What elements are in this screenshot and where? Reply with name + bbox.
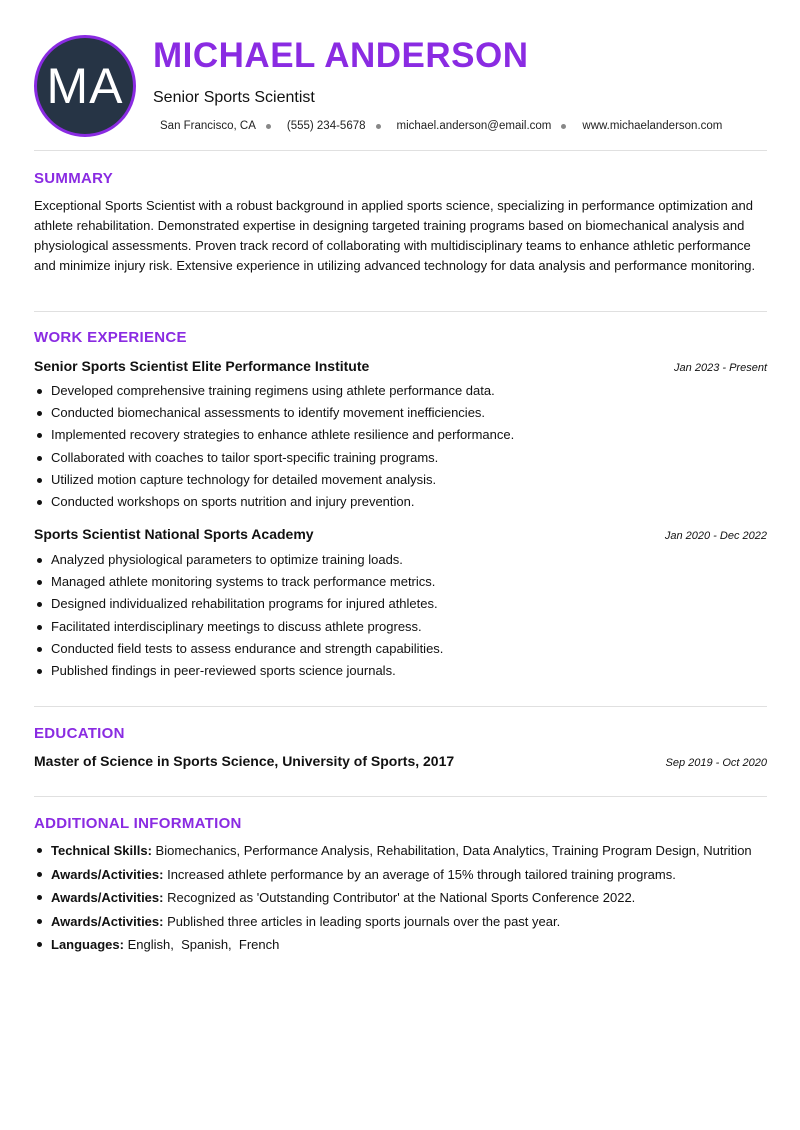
item-label: Technical Skills:	[51, 843, 152, 858]
divider	[34, 150, 767, 151]
separator-dot	[561, 124, 566, 129]
candidate-title: Senior Sports Scientist	[153, 89, 315, 106]
avatar-initials: MA	[46, 58, 124, 114]
item-value: Published three articles in leading sports journals over the past year.	[167, 913, 561, 929]
list-item: Facilitated interdisciplinary meetings to discuss athlete progress.	[34, 616, 443, 638]
list-item: Utilized motion capture technology for detailed movement analysis.	[34, 469, 514, 491]
list-item: Conducted workshops on sports nutrition and injury prevention.	[34, 491, 514, 513]
job-dates: Jan 2023 - Present	[674, 362, 767, 374]
item-value: Recognized as 'Outstanding Contributor' at the National Sports Conference 2022.	[167, 890, 636, 905]
candidate-name: MICHAEL ANDERSON	[153, 36, 529, 75]
avatar	[34, 35, 136, 137]
list-item	[34, 933, 752, 957]
list-item: Implemented recovery strategies to enhance athlete resilience and performance.	[34, 424, 514, 446]
job-bullets	[34, 549, 443, 682]
list-item	[34, 910, 752, 934]
contact-location: San Francisco, CA	[160, 120, 256, 132]
item-value: Increased athlete performance by an average of 15% through tailored training programs.	[167, 866, 676, 882]
job-bullets	[34, 380, 514, 513]
separator-dot	[266, 124, 271, 129]
divider	[34, 311, 767, 312]
additional-heading: ADDITIONAL INFORMATION	[34, 815, 242, 832]
list-item: Developed comprehensive training regimens using athlete performance data.	[34, 380, 514, 402]
job-dates: Jan 2020 - Dec 2022	[664, 530, 767, 542]
item-value: Biomechanics, Performance Analysis, Rehabilitation, Data Analytics, Training Program Design, Nutrition	[155, 843, 752, 858]
list-item: Designed individualized rehabilitation programs for injured athletes.	[34, 593, 443, 615]
list-item: Managed athlete monitoring systems to track performance metrics.	[34, 571, 443, 593]
contact-website[interactable]: www.michaelanderson.com	[582, 120, 723, 132]
list-item	[34, 863, 752, 887]
item-value: English, Spanish, French	[127, 937, 280, 952]
list-item: Collaborated with coaches to tailor sport-specific training programs.	[34, 447, 514, 469]
list-item: Analyzed physiological parameters to optimize training loads.	[34, 549, 443, 571]
list-item	[34, 839, 752, 863]
summary-heading: SUMMARY	[34, 170, 114, 187]
job-header	[34, 526, 767, 542]
list-item	[34, 886, 752, 910]
divider	[34, 796, 767, 797]
education-heading: EDUCATION	[34, 725, 125, 742]
additional-list	[34, 839, 752, 957]
item-label: Awards/Activities:	[51, 913, 164, 929]
list-item: Conducted biomechanical assessments to identify movement inefficiencies.	[34, 402, 514, 424]
contact-email[interactable]: michael.anderson@email.com	[396, 120, 552, 132]
item-label: Awards/Activities:	[51, 890, 164, 905]
list-item: Published findings in peer-reviewed sports science journals.	[34, 660, 443, 682]
list-item: Conducted field tests to assess endurance and strength capabilities.	[34, 638, 443, 660]
contact-bar	[160, 120, 722, 132]
separator-dot	[376, 124, 381, 129]
experience-heading: WORK EXPERIENCE	[34, 329, 187, 346]
summary-text: Exceptional Sports Scientist with a robust background in applied sports science, specializing in performance optimization and athlete rehabilitation. Demonstrated expertise in designing targeted training programs based on biomechanical analysis and physiological assessments. Proven track record of collaborating with multidisciplinary teams to enhance athletic performance and minimize injury risk. Extensive experience in utilizing advanced technology for data analysis and performance monitoring.	[34, 198, 756, 273]
degree: Master of Science in Sports Science, University of Sports, 2017	[34, 753, 455, 769]
job-header	[34, 358, 767, 374]
job-role: Senior Sports Scientist Elite Performance Institute	[34, 358, 370, 374]
divider	[34, 706, 767, 707]
education-dates: Sep 2019 - Oct 2020	[665, 757, 767, 769]
item-label: Languages:	[51, 937, 124, 952]
job-role: Sports Scientist National Sports Academy	[34, 526, 314, 542]
contact-phone: (555) 234-5678	[286, 120, 366, 132]
item-label: Awards/Activities:	[51, 866, 164, 882]
education-entry	[34, 753, 767, 769]
